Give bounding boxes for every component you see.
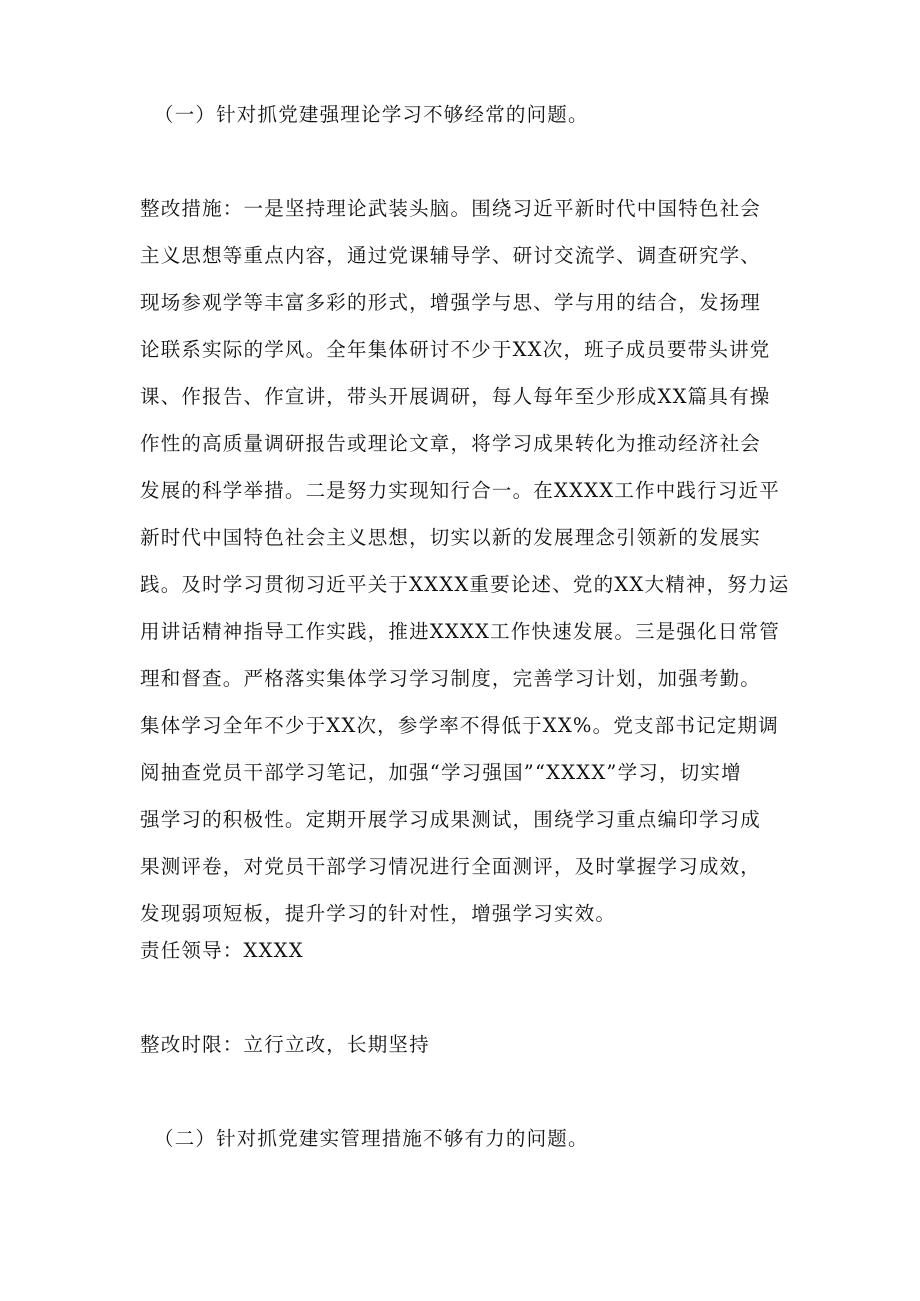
measures-line: 新时代中国特色社会主义思想，切实以新的发展理念引领新的发展实 bbox=[140, 526, 762, 549]
measures-line: 果测评卷，对党员干部学习情况进行全面测评，及时掌握学习成效， bbox=[140, 855, 762, 878]
measures-line: 论联系实际的学风。全年集体研讨不少于XX次，班子成员要带头讲党 bbox=[140, 338, 771, 361]
responsible-leader: 责任领导：XXXX bbox=[140, 939, 304, 962]
rectification-deadline: 整改时限：立行立改，长期坚持 bbox=[140, 1033, 430, 1056]
section-2-heading: （二）针对抓党建实管理措施不够有力的问题。 bbox=[154, 1127, 589, 1150]
measures-line: 整改措施：一是坚持理论武装头脑。围绕习近平新时代中国特色社会 bbox=[140, 197, 762, 220]
measures-line: 用讲话精神指导工作实践，推进XXXX工作快速发展。三是强化日常管 bbox=[140, 620, 780, 643]
measures-line: 现场参观学等丰富多彩的形式，增强学与思、学与用的结合，发扬理 bbox=[140, 291, 762, 314]
measures-line: 发展的科学举措。二是努力实现知行合一。在XXXX工作中践行习近平 bbox=[140, 479, 780, 502]
measures-line: 理和督查。严格落实集体学习学习制度，完善学习计划，加强考勤。 bbox=[140, 667, 762, 690]
measures-line: 课、作报告、作宣讲，带头开展调研，每人每年至少形成XX篇具有操 bbox=[140, 385, 771, 408]
measures-line: 践。及时学习贯彻习近平关于XXXX重要论述、党的XX大精神，努力运 bbox=[140, 573, 790, 596]
measures-line: 主义思想等重点内容，通过党课辅导学、研讨交流学、调查研究学、 bbox=[140, 244, 762, 267]
measures-line: 集体学习全年不少于XX次，参学率不得低于XX%。党支部书记定期调 bbox=[140, 714, 779, 737]
measures-line: 阅抽查党员干部学习笔记，加强“学习强国”“XXXX”学习，切实增 bbox=[140, 761, 742, 784]
measures-line: 发现弱项短板，提升学习的针对性，增强学习实效。 bbox=[140, 902, 617, 925]
measures-line: 作性的高质量调研报告或理论文章，将学习成果转化为推动经济社会 bbox=[140, 432, 762, 455]
measures-line: 强学习的积极性。定期开展学习成果测试，围绕学习重点编印学习成 bbox=[140, 808, 762, 831]
section-1-heading: （一）针对抓党建强理论学习不够经常的问题。 bbox=[154, 103, 589, 126]
